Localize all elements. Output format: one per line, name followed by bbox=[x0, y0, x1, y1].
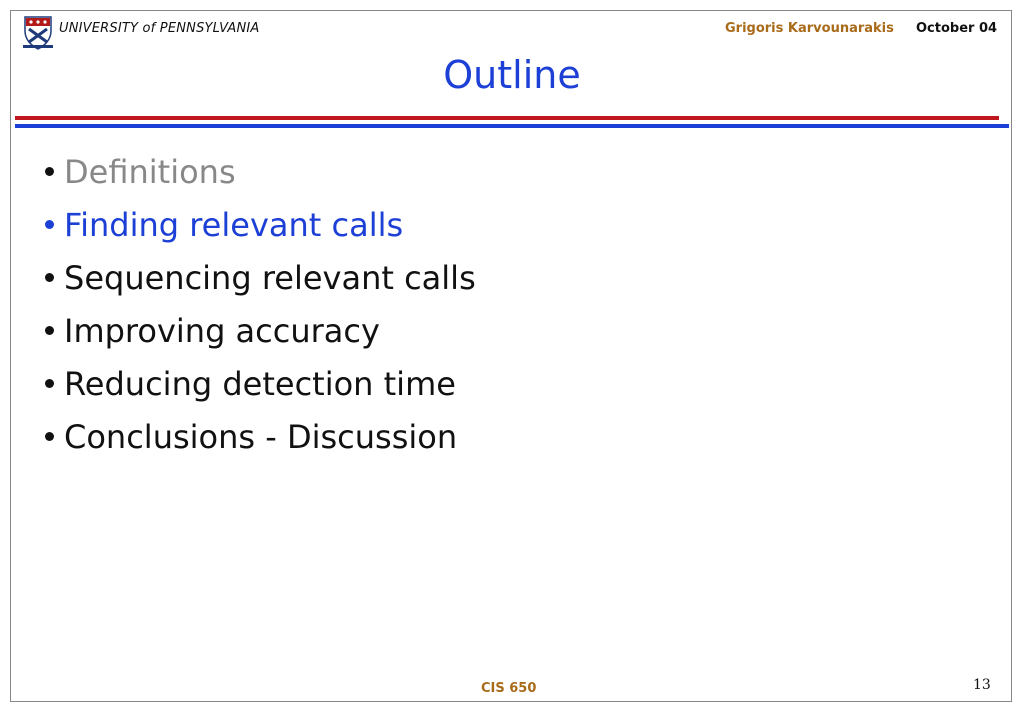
title-divider-blue bbox=[15, 124, 1009, 128]
outline-item-conclusions-discussion bbox=[45, 410, 476, 463]
presentation-date: October 04 bbox=[916, 21, 998, 36]
university-shield-icon bbox=[21, 15, 55, 51]
author-name: Grigoris Karvounarakis bbox=[725, 21, 894, 36]
outline-item-label: Improving accuracy bbox=[64, 311, 380, 350]
slide-title: Outline bbox=[443, 53, 581, 97]
outline-item-label: Definitions bbox=[64, 152, 236, 191]
outline-item-label: Finding relevant calls bbox=[64, 205, 404, 244]
bullet-icon bbox=[45, 379, 54, 388]
outline-item-label: Reducing detection time bbox=[64, 364, 456, 403]
slide bbox=[10, 10, 1012, 702]
page-number: 13 bbox=[973, 677, 991, 693]
outline-item-label: Conclusions - Discussion bbox=[64, 417, 458, 456]
outline-list bbox=[45, 145, 476, 463]
bullet-icon bbox=[45, 432, 54, 441]
course-code: CIS 650 bbox=[481, 681, 537, 696]
university-name: UNIVERSITY of PENNSYLVANIA bbox=[59, 21, 260, 36]
bullet-icon bbox=[45, 326, 54, 335]
outline-item-finding-relevant-calls bbox=[45, 198, 476, 251]
bullet-icon bbox=[45, 273, 54, 282]
outline-item-reducing-detection-time bbox=[45, 357, 476, 410]
outline-item-definitions bbox=[45, 145, 476, 198]
outline-item-label: Sequencing relevant calls bbox=[64, 258, 476, 297]
title-divider-red bbox=[15, 116, 999, 120]
outline-item-improving-accuracy bbox=[45, 304, 476, 357]
bullet-icon bbox=[45, 167, 54, 176]
bullet-icon bbox=[45, 220, 54, 229]
outline-item-sequencing-relevant-calls bbox=[45, 251, 476, 304]
